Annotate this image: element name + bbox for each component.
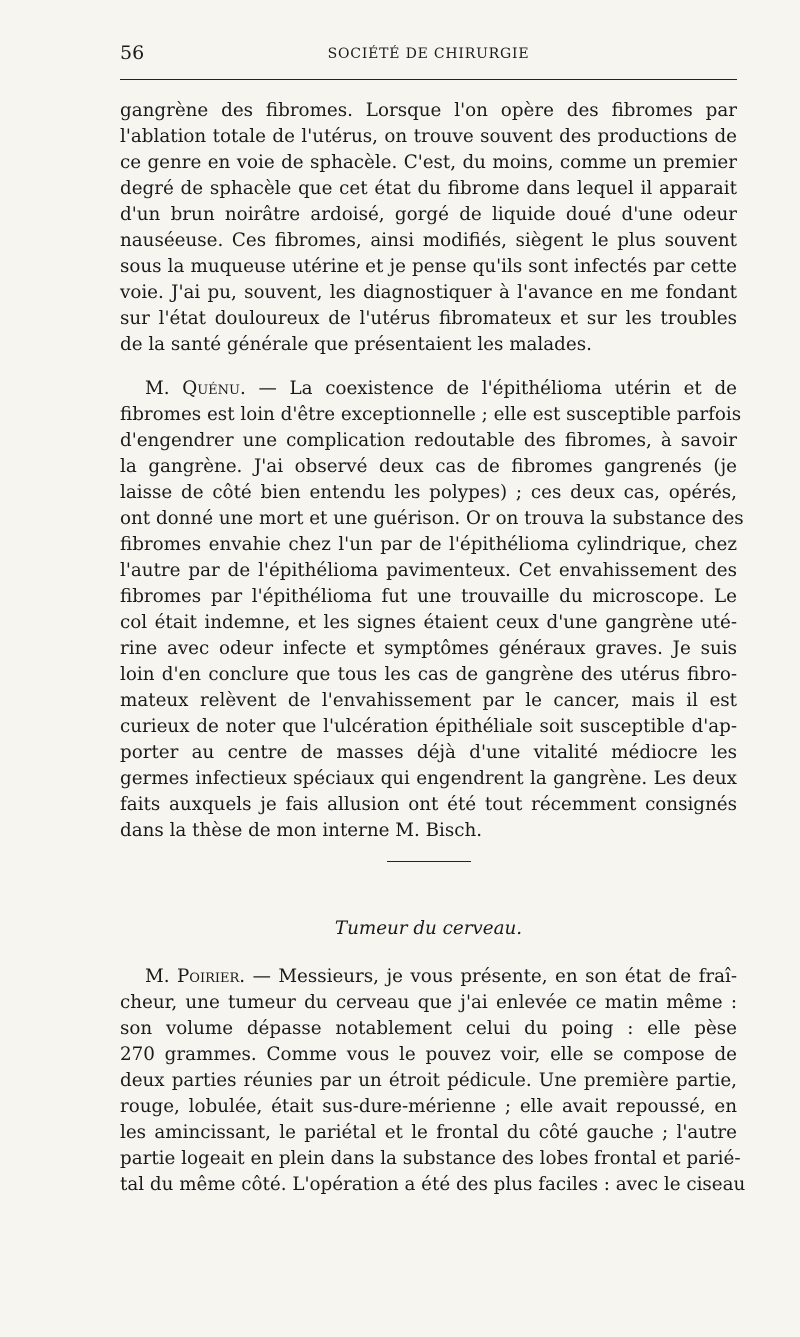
text-line: l'ablation totale de l'utérus, on trouve souvent des productions de [120, 126, 737, 147]
paragraph-first-line [145, 376, 737, 402]
text-line: fibromes est loin d'être exceptionnelle ; elle est susceptible parfois [120, 404, 742, 425]
page-number: 56 [120, 42, 145, 64]
speaker-name: M. Poirier. [145, 966, 246, 987]
text-line: faits auxquels je fais allusion ont été tout récemment consignés [120, 794, 737, 815]
text-fragment: — La coexistence de l'épithélioma utérin et de [245, 378, 737, 399]
text-line: ont donné une mort et une guérison. Or on trouva la substance des [120, 508, 744, 529]
text-line: rine avec odeur infecte et symptômes généraux graves. Je suis [120, 638, 737, 659]
text-line: sur l'état douloureux de l'utérus fibromateux et sur les troubles [120, 308, 737, 329]
text-line: rouge, lobulée, était sus-dure-mérienne ; elle avait repoussé, en [120, 1096, 737, 1117]
text-line: porter au centre de masses déjà d'une vitalité médiocre les [120, 742, 737, 763]
section-divider [387, 861, 471, 862]
text-line: col était indemne, et les signes étaient ceux d'une gangrène uté- [120, 612, 737, 633]
section-title: Tumeur du cerveau. [334, 918, 523, 939]
text-line: partie logeait en plein dans la substance des lobes frontal et parié- [120, 1148, 741, 1169]
text-line: ce genre en voie de sphacèle. C'est, du moins, comme un premier [120, 152, 737, 173]
page-header [120, 42, 737, 82]
text-line: son volume dépasse notablement celui du poing : elle pèse [120, 1018, 737, 1039]
text-line: mateux relèvent de l'envahissement par le cancer, mais il est [120, 690, 737, 711]
text-line: laisse de côté bien entendu les polypes) ; ces deux cas, opérés, [120, 482, 737, 503]
text-line: les amincissant, le pariétal et le frontal du côté gauche ; l'autre [120, 1122, 737, 1143]
text-line: d'un brun noirâtre ardoisé, gorgé de liquide doué d'une odeur [120, 204, 737, 225]
text-line: tal du même côté. L'opération a été des plus faciles : avec le ciseau [120, 1174, 746, 1195]
text-line: curieux de noter que l'ulcération épithéliale soit susceptible d'ap- [120, 716, 737, 737]
text-line: germes infectieux spéciaux qui engendrent la gangrène. Les deux [120, 768, 737, 789]
text-line: deux parties réunies par un étroit pédicule. Une première partie, [120, 1070, 737, 1091]
text-line: de la santé générale que présentaient les malades. [120, 334, 592, 355]
running-head: SOCIÉTÉ DE CHIRURGIE [327, 46, 530, 62]
speaker-name: M. Quénu. [145, 378, 246, 399]
header-rule [120, 79, 737, 80]
text-line: 270 grammes. Comme vous le pouvez voir, elle se compose de [120, 1044, 737, 1065]
text-line: voie. J'ai pu, souvent, les diagnostiquer à l'avance en me fondant [120, 282, 737, 303]
text-fragment: — Messieurs, je vous présente, en son état de fraî- [245, 966, 737, 987]
text-line: cheur, une tumeur du cerveau que j'ai enlevée ce matin même : [120, 992, 737, 1013]
text-line: nauséeuse. Ces fibromes, ainsi modifiés, siègent le plus souvent [120, 230, 737, 251]
text-line: l'autre par de l'épithélioma pavimenteux. Cet envahissement des [120, 560, 737, 581]
text-line: d'engendrer une complication redoutable des fibromes, à savoir [120, 430, 737, 451]
text-line: degré de sphacèle que cet état du fibrome dans lequel il apparait [120, 178, 737, 199]
text-line: dans la thèse de mon interne M. Bisch. [120, 820, 483, 841]
text-line: sous la muqueuse utérine et je pense qu'ils sont infectés par cette [120, 256, 737, 277]
text-line: loin d'en conclure que tous les cas de gangrène des utérus fibro- [120, 664, 737, 685]
text-line: la gangrène. J'ai observé deux cas de fibromes gangrenés (je [120, 456, 737, 477]
paragraph-first-line [145, 964, 737, 990]
text-line: fibromes par l'épithélioma fut une trouvaille du microscope. Le [120, 586, 737, 607]
text-line: fibromes envahie chez l'un par de l'épithélioma cylindrique, chez [120, 534, 737, 555]
text-line: gangrène des fibromes. Lorsque l'on opère des fibromes par [120, 100, 737, 121]
